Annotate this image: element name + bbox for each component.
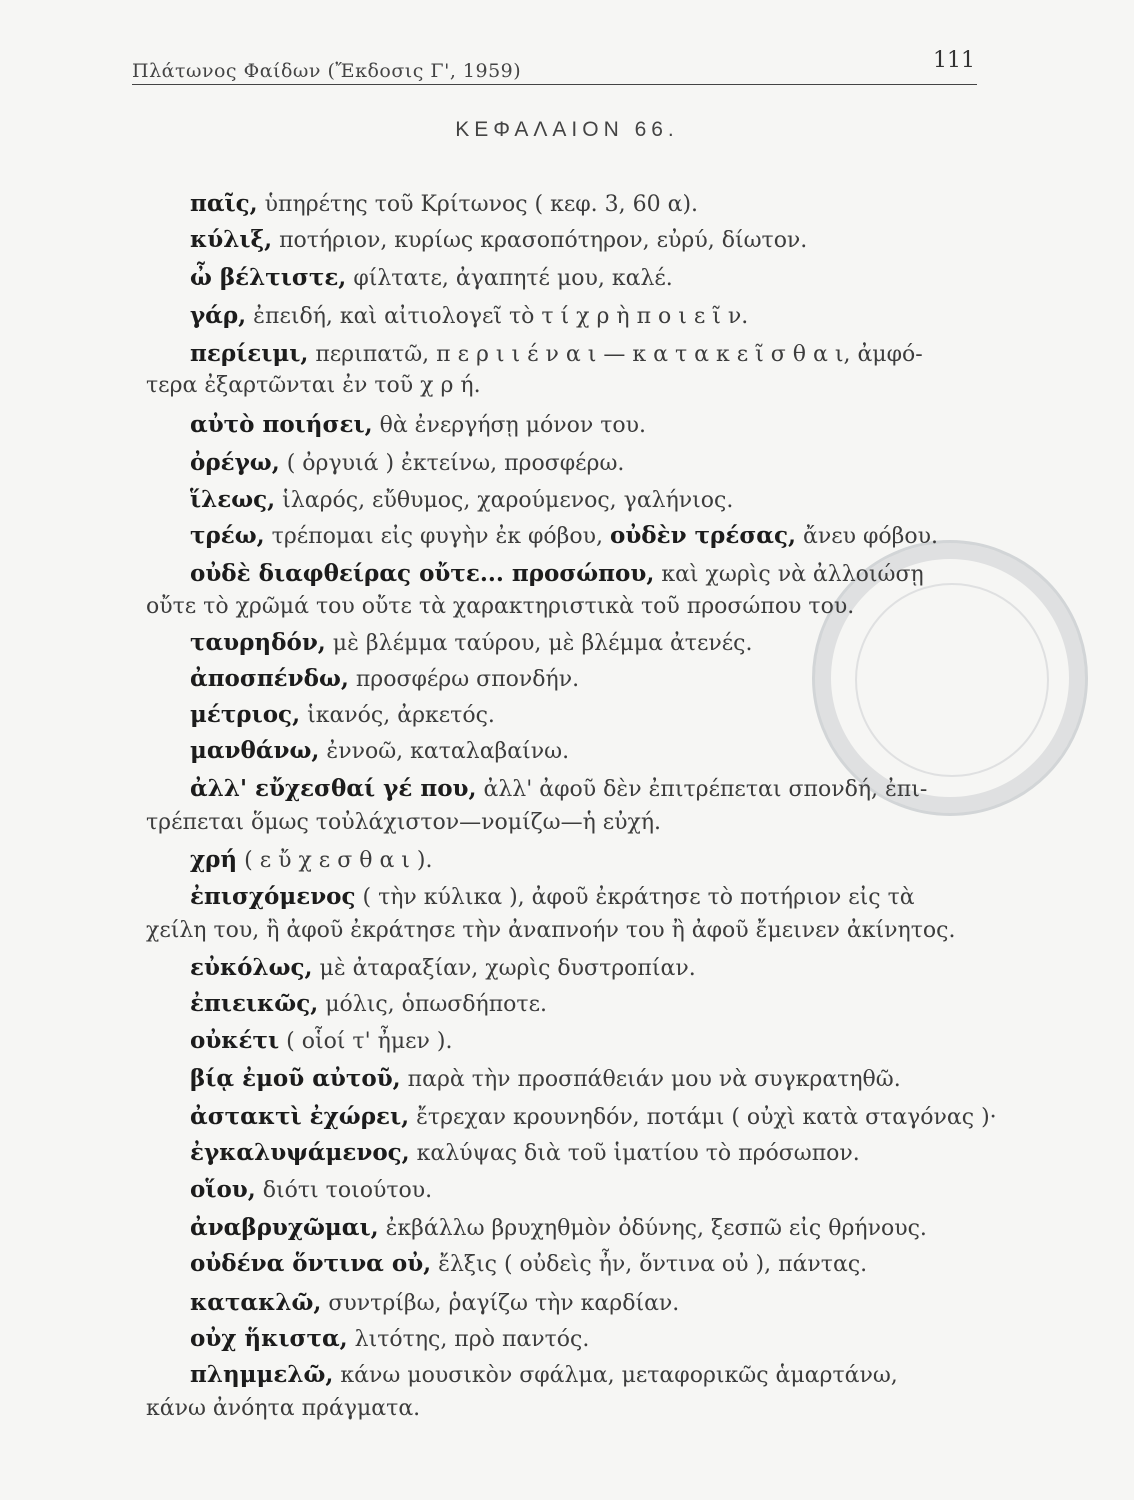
definition: μὲ βλέμμα ταύρου, μὲ βλέμμα ἀτενές. bbox=[325, 631, 753, 656]
definition: κάνω ἀνόητα πράγματα. bbox=[146, 1396, 421, 1421]
glossary-line bbox=[190, 226, 807, 255]
definition: μόλις, ὁπωσδήποτε. bbox=[318, 992, 547, 1017]
headword: μανθάνω, bbox=[190, 737, 320, 764]
glossary-line bbox=[190, 883, 915, 912]
glossary-line bbox=[190, 449, 624, 478]
headword: ἀστακτὶ ἐχώρει, bbox=[190, 1103, 410, 1130]
glossary-line bbox=[190, 486, 733, 515]
headword: παῖς, bbox=[190, 190, 258, 217]
glossary-line bbox=[190, 1250, 867, 1279]
headword: περίειμι, bbox=[190, 340, 309, 367]
headword: χρή bbox=[190, 846, 238, 873]
glossary-line bbox=[190, 340, 923, 369]
glossary-line bbox=[190, 1065, 901, 1094]
definition: ( οἷοί τ' ἦμεν ). bbox=[279, 1029, 453, 1054]
definition: φίλτατε, ἀγαπητέ μου, καλέ. bbox=[346, 266, 673, 291]
glossary-line bbox=[146, 1395, 420, 1423]
glossary-line bbox=[190, 775, 927, 804]
definition: τρέπεται ὅμως τοὐλάχιστον—νομίζω—ἡ εὐχή. bbox=[146, 810, 662, 835]
definition: ἄνευ φόβου. bbox=[796, 524, 938, 549]
headword: ἐγκαλυψάμενος, bbox=[190, 1139, 410, 1166]
glossary-line bbox=[146, 809, 661, 837]
headword: οὐκέτι bbox=[190, 1027, 280, 1054]
definition: διότι τοιούτου. bbox=[255, 1178, 433, 1203]
definition: καὶ χωρὶς νὰ ἀλλοιώσῃ bbox=[654, 562, 924, 587]
headword: ἀναβρυχῶμαι, bbox=[190, 1214, 379, 1241]
library-stamp-inner bbox=[855, 583, 1049, 777]
definition: οὔτε τὸ χρῶμά του οὔτε τὰ χαρακτηριστικὰ τοῦ προσώπου του. bbox=[146, 594, 855, 619]
headword: οὐδὲν τρέσας, bbox=[609, 522, 796, 549]
glossary-line bbox=[190, 737, 569, 766]
headword: οὐδὲ διαφθείρας οὔτε... προσώπου, bbox=[190, 560, 655, 587]
glossary-line bbox=[190, 1214, 927, 1243]
definition: ὑπηρέτης τοῦ Κρίτωνος ( κεφ. 3, 60 α). bbox=[257, 192, 699, 217]
definition: ἱκανός, ἀρκετός. bbox=[300, 703, 495, 728]
glossary-line bbox=[190, 990, 547, 1019]
glossary-line bbox=[190, 264, 673, 293]
headword: ἵλεως, bbox=[190, 486, 276, 513]
headword: πλημμελῶ, bbox=[190, 1361, 334, 1388]
definition: χείλη του, ἢ ἀφοῦ ἐκράτησε τὴν ἀναπνοήν του ἢ ἀφοῦ ἔμεινεν ἀκίνητος. bbox=[146, 918, 956, 943]
definition: περιπατῶ, π ε ρ ι ι έ ν α ι — κ α τ α κ ε ῖ σ θ α ι, ἀμφό- bbox=[308, 342, 923, 367]
definition: ( τὴν κύλικα ), ἀφοῦ ἐκράτησε τὸ ποτήριον εἰς τὰ bbox=[355, 885, 915, 910]
definition: ἱλαρός, εὔθυμος, χαρούμενος, γαλήνιος. bbox=[275, 488, 734, 513]
glossary-line bbox=[190, 629, 752, 658]
definition: θὰ ἐνεργήσῃ μόνον του. bbox=[372, 413, 647, 438]
headword: ἀλλ' εὔχεσθαί γέ που, bbox=[190, 775, 477, 802]
definition: ( ε ὔ χ ε σ θ α ι ). bbox=[237, 848, 433, 873]
definition: κάνω μουσικὸν σφάλμα, μεταφορικῶς ἁμαρτάνω, bbox=[333, 1363, 898, 1388]
definition: ἀλλ' ἀφοῦ δὲν ἐπιτρέπεται σπονδή, ἐπι- bbox=[476, 777, 928, 802]
definition: ἔλξις ( οὐδεὶς ἦν, ὅντινα οὐ ), πάντας. bbox=[431, 1252, 868, 1277]
headword: οἵου, bbox=[190, 1176, 256, 1203]
headword: ὦ βέλτιστε, bbox=[190, 264, 347, 291]
glossary-line bbox=[146, 917, 955, 945]
headword: μέτριος, bbox=[190, 701, 301, 728]
glossary-line bbox=[190, 954, 696, 983]
definition: καλύψας διὰ τοῦ ἱματίου τὸ πρόσωπον. bbox=[409, 1141, 860, 1166]
definition: ἐννοῶ, καταλαβαίνω. bbox=[319, 739, 570, 764]
glossary-line bbox=[190, 1325, 589, 1354]
definition: μὲ ἀταραξίαν, χωρὶς δυστροπίαν. bbox=[312, 956, 696, 981]
definition: τερα ἐξαρτῶνται ἐν τοῦ χ ρ ή. bbox=[146, 373, 481, 398]
glossary-line bbox=[146, 372, 481, 400]
glossary-line bbox=[190, 1139, 860, 1168]
glossary-line bbox=[190, 302, 748, 331]
definition: ἔτρεχαν κρουνηδόν, ποτάμι ( οὐχὶ κατὰ σταγόνας )· bbox=[409, 1105, 997, 1130]
definition: τρέπομαι εἰς φυγὴν ἐκ φόβου, bbox=[264, 524, 610, 549]
glossary-line bbox=[190, 1289, 679, 1318]
definition: ἐκβάλλω βρυχηθμὸν ὀδύνης, ξεσπῶ εἰς θρήνους. bbox=[378, 1216, 927, 1241]
glossary-line bbox=[190, 190, 698, 219]
glossary-line bbox=[190, 1361, 898, 1390]
headword: ἀποσπένδω, bbox=[190, 665, 349, 692]
glossary-line bbox=[190, 846, 433, 875]
headword: γάρ, bbox=[190, 302, 247, 329]
headword: οὐχ ἥκιστα, bbox=[190, 1325, 348, 1352]
definition: συντρίβω, ῥαγίζω τὴν καρδίαν. bbox=[321, 1291, 680, 1316]
glossary-line bbox=[190, 1027, 452, 1056]
headword: ταυρηδόν, bbox=[190, 629, 326, 656]
headword: ἐπισχόμενος bbox=[190, 883, 356, 910]
headword: κύλιξ, bbox=[190, 226, 273, 253]
glossary-line bbox=[190, 665, 579, 694]
headword: τρέω, bbox=[190, 522, 265, 549]
glossary-line bbox=[190, 1176, 432, 1205]
headword: οὐδένα ὅντινα οὐ, bbox=[190, 1250, 432, 1277]
definition: παρὰ τὴν προσπάθειάν μου νὰ συγκρατηθῶ. bbox=[400, 1067, 901, 1092]
glossary-line bbox=[190, 560, 924, 589]
page-number: 111 bbox=[933, 48, 975, 73]
definition: ποτήριον, κυρίως κρασοπότηρον, εὐρύ, δίωτον. bbox=[272, 228, 808, 253]
running-title: Πλάτωνος Φαίδων (Ἔκδοσις Γ', 1959) bbox=[132, 60, 522, 82]
glossary-line bbox=[190, 1103, 997, 1132]
glossary-line bbox=[190, 411, 646, 440]
headword: βίᾳ ἐμοῦ αὐτοῦ, bbox=[190, 1065, 401, 1092]
running-header bbox=[132, 40, 977, 85]
definition: ( ὀργυιά ) ἐκτείνω, προσφέρω. bbox=[279, 451, 625, 476]
glossary-line bbox=[190, 701, 495, 730]
headword: αὐτὸ ποιήσει, bbox=[190, 411, 373, 438]
headword: εὐκόλως, bbox=[190, 954, 313, 981]
glossary-line bbox=[190, 522, 938, 551]
headword: ὀρέγω, bbox=[190, 449, 280, 476]
headword: κατακλῶ, bbox=[190, 1289, 322, 1316]
glossary-line bbox=[146, 593, 854, 621]
chapter-title: ΚΕΦΑΛΑΙΟΝ 66. bbox=[455, 118, 679, 141]
definition: λιτότης, πρὸ παντός. bbox=[347, 1327, 590, 1352]
definition: προσφέρω σπονδήν. bbox=[348, 667, 580, 692]
definition: ἐπειδή, καὶ αἰτιολογεῖ τὸ τ ί χ ρ ὴ π ο ι ε ῖ ν. bbox=[246, 304, 749, 329]
headword: ἐπιεικῶς, bbox=[190, 990, 319, 1017]
